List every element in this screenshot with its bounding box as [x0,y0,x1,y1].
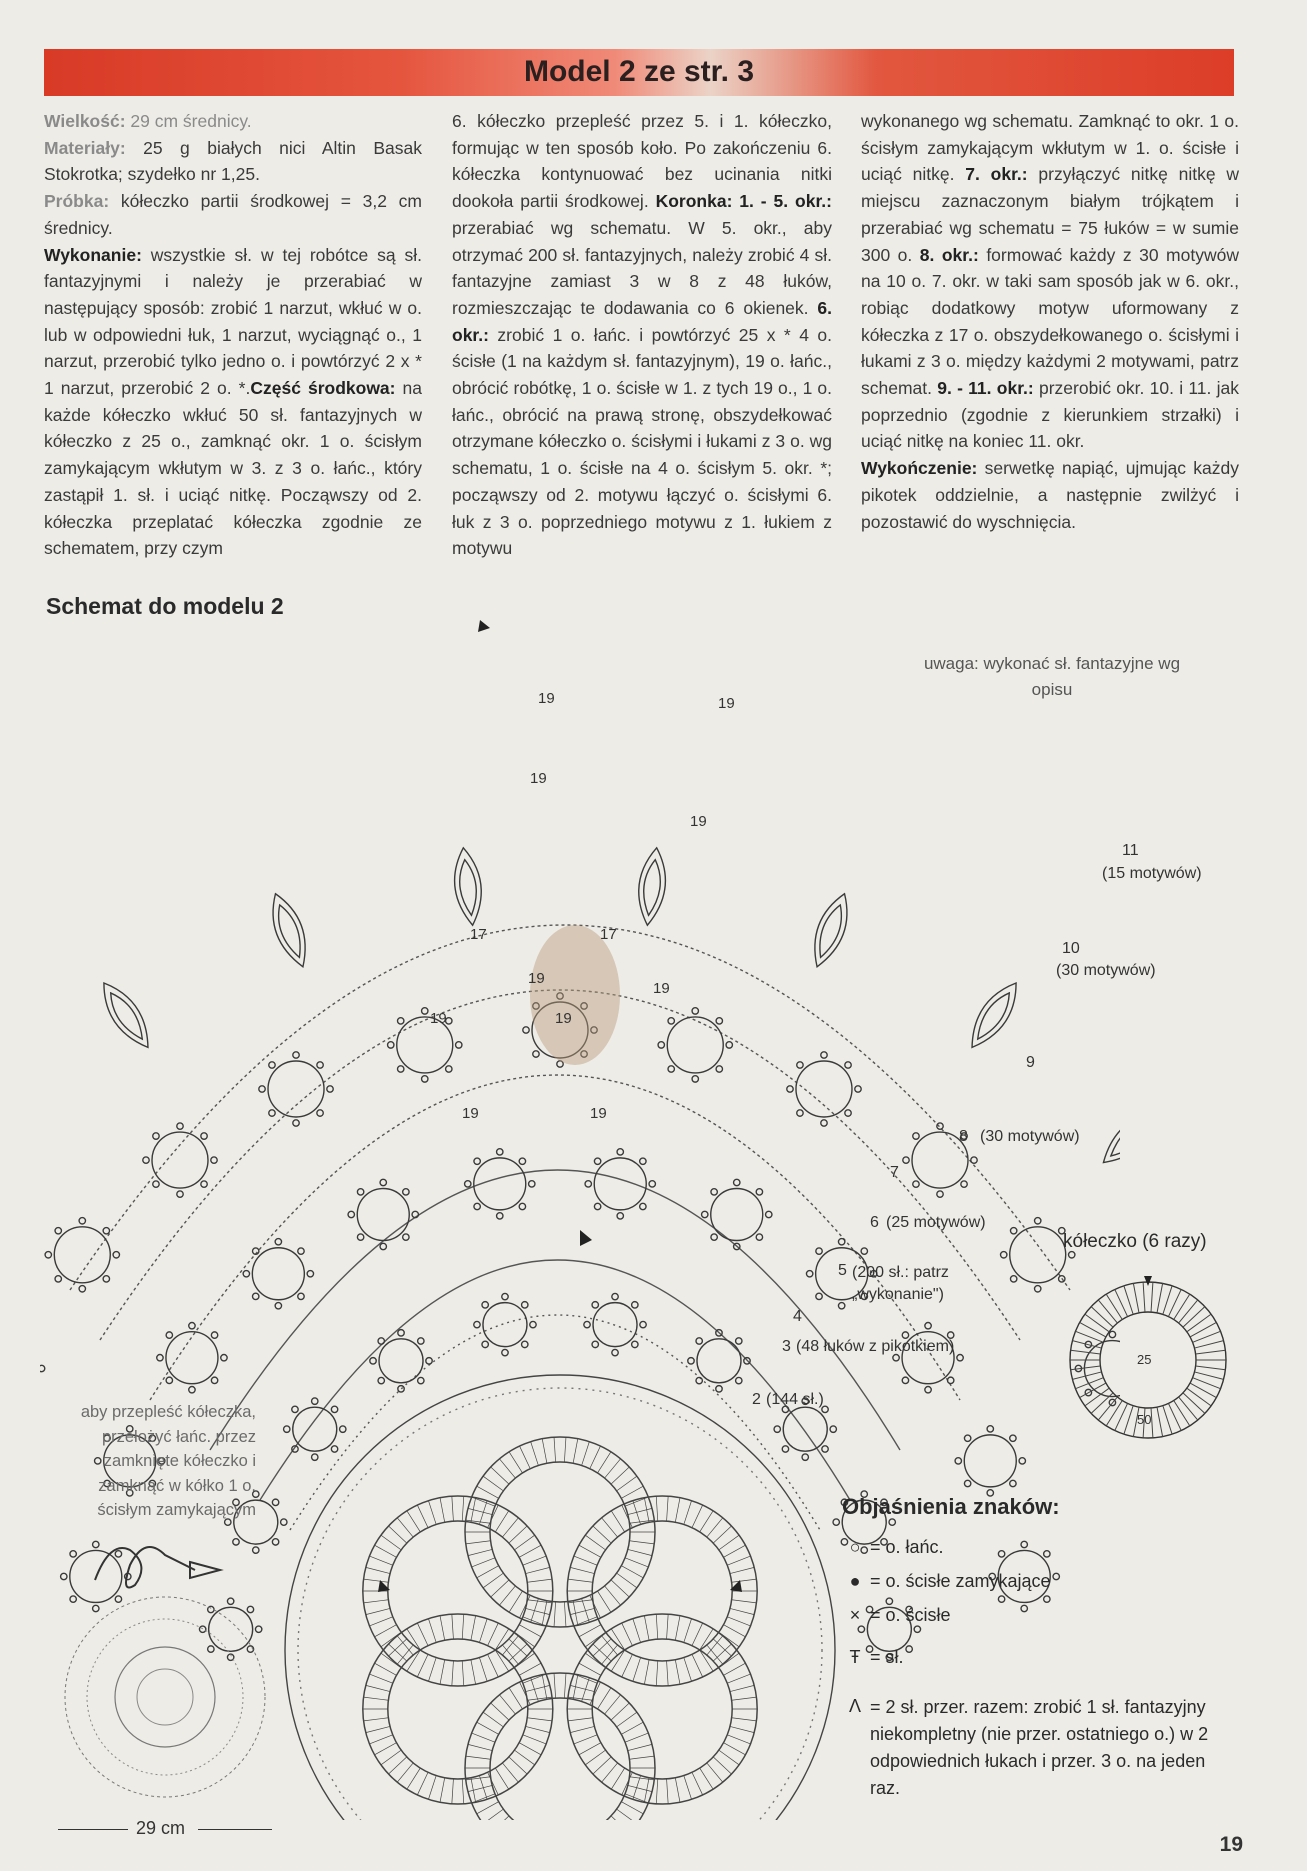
diagram-title: Schemat do modelu 2 [46,593,284,619]
finish-paragraph [861,455,1239,535]
finish-text: serwetkę napiąć, ujmując każdy pikotek oddzielnie, a następnie zwilżyć i pozostawić do wyschnięcia. [861,458,1239,532]
work-paragraph [44,242,422,562]
chain-icon: ○ [849,1537,861,1558]
row-8-desc: (30 motywów) [980,1128,1080,1145]
work-text: wszystkie sł. w tej robótce są sł. fantazyjnymi i należy je przerabiać w następujący sposób: zrobić 1 narzut, wkłuć w o. lub w odpowiedni łuk, 1 narzut, wyciągnąć o., 1 narzut, przerobić tylko jedno o. i powtórzyć 2 x * 1 narzut, przerobić 2 o. *. [44,244,422,399]
center-text: na każde kółeczko wkłuć 50 sł. fantazyjnych w kółeczko z 25 o., zamknąć okr. 1 o. ścisłym zamykającym wkłutym w 3. z 3 o. łańc., który zastąpił 1. sł. i uciąć nitkę. Począwszy od 2. kółeczka przeplatać kółeczka zgodnie ze schematem, przy czym [44,378,422,559]
motif-label: 19 [462,1105,479,1122]
motif-label: 17 [600,926,617,943]
crown-label: Koronka: 1. - 5. okr.: [655,191,832,212]
column-2 [452,108,832,562]
row-6-desc: (25 motywów) [886,1214,986,1231]
row-5-desc: (200 sł.: patrz „wykonanie") [852,1264,949,1303]
legend-item: ● = o. ścisłe zamykające [840,1568,1051,1593]
motif-label: 19 [528,970,545,987]
row-5-number: 5 [838,1262,847,1279]
measure-text: 29 cm [136,1818,186,1838]
motif-label: 19 [555,1010,572,1027]
materials-paragraph [44,135,422,188]
sample-paragraph [44,188,422,241]
motif-label: 19 [538,690,555,707]
col2-text-b: przerabiać wg schematu. W 5. okr., aby otrzymać 200 sł. fantazyjnych, należy zrobić 4 sł. fantazyjne zamiast 3 w 8 z 48 łuków, rozmieszczając te dodawania co 6 okienek. [452,217,832,318]
round7-label: 7. okr.: [965,164,1028,185]
ring-inner-count: 25 [1137,1352,1152,1367]
legend-item: Λ = 2 sł. przer. razem: zrobić 1 sł. fantazyjny niekompletny (nie przer. ostatniego o.) w 2 odpowiednich łukach i przer. 3 o. na jeden raz. [840,1694,1230,1802]
row-2-desc: (144 sł.) [766,1391,824,1408]
row-10-number: 10 [1062,940,1080,957]
page-title: Model 2 ze str. 3 [523,55,755,88]
row-2-number: 2 [752,1391,761,1408]
row-9-number: 9 [1026,1054,1035,1071]
single-crochet-icon: × [849,1605,861,1626]
row-3-desc: (48 łuków z pikotkiem) [796,1338,955,1355]
legend-title: Objaśnienia znaków: [842,1494,1060,1519]
col2-text-c: zrobić 1 o. łańc. i powtórzyć 25 x * 4 o. ścisłe (1 na każdym sł. fantazyjnym), 19 o. łańc., obrócić robótkę, 1 o. ścisłe w 1. z tych 19 o., 1 o. łańc., obrócić na prawą stronę, obszydełkować otrzymane kółeczko o. ścisłymi i łukami z 3 o. wg schematu, 1 o. ścisłe na 4 o. ścisłym 5. okr. *; począwszy od 2. motywu łączyć o. ścisłymi 6. łuk z 3 o. poprzedniego motywu z 1. łukiem z motywu [452,324,832,559]
finished-doily-thumbnail [58,1590,272,1810]
col3-text-c: formować każdy z 30 motywów na 10 o. 7. okr. w taki sam sposób jak w 6. okr., robiąc dodatkowy motyw uformowany z kółeczka z 17 o. obszydełkowanego o. ścisłymi i łukami z 3 o. między każdymi 2 motywami, patrz schemat. [861,244,1239,399]
diagram-note [917,651,1187,703]
col3-text-a: wykonanego wg schematu. Zamknąć to okr. 1 o. ścisłym zamykającym wkłutym w 1. o. ścisłe i uciąć nitkę. [861,111,1239,185]
center-label: Część środkowa: [250,378,396,399]
sample-label: Próbka: [44,191,110,212]
round6-label: 6. okr.: [452,297,832,345]
rounds-paragraph [861,108,1239,455]
motif-label: 19 [653,980,670,997]
row-8-number: 8 [959,1128,968,1145]
row-7-number: 7 [890,1164,899,1181]
sample-text: kółeczko partii środkowej = 3,2 cm średnicy. [44,191,422,238]
motif-label: 17 [470,926,487,943]
motif-label: 19 [430,1010,447,1027]
materials-text: 25 g białych nici Altin Basak Stokrotka; szydełko nr 1,25. [44,137,422,185]
motif-label: 19 [718,695,735,712]
size-label: Wielkość: [44,111,126,131]
double-crochet-icon: Ŧ [849,1647,861,1668]
slip-stitch-icon: ● [849,1571,861,1592]
row-3-number: 3 [782,1338,791,1355]
motif-label: 19 [530,770,547,787]
size-text: 29 cm średnicy. [125,111,252,131]
round9-11-label: 9. - 11. okr.: [937,378,1034,399]
col3-text-d: przerobić okr. 10. i 11. jak poprzednio (zgodnie z kierunkiem strzałki) i uciąć nitkę na koniec 11. okr. [861,378,1239,452]
work-label: Wykonanie: [44,244,142,265]
motif-label: 19 [690,813,707,830]
row-4-number: 4 [793,1308,802,1325]
col3-text-b: przyłączyć nitkę nitkę w miejscu zaznaczonym białym trójkątem i przerabiać wg schematu = 75 łuków = w sumie 300 o. [861,164,1240,265]
ring-title: kółeczko (6 razy) [1063,1231,1207,1252]
size-measure [58,1818,272,1840]
motif-label: 19 [590,1105,607,1122]
ring-outer-count: 50 [1137,1412,1152,1427]
legend-item: × = o. ścisłe [840,1602,951,1627]
row-10-desc: (30 motywów) [1056,962,1156,979]
row-11-number: 11 [1122,842,1139,859]
page-number: 19 [1219,1833,1243,1856]
legend-item: ○ = o. łańc. [840,1534,944,1559]
interlace-instruction: aby przepleść kółeczka, przełożyć łańc. przez zamknięte kółeczko i zamknąć w kółko 1 o. ścisłym zamykającym [80,1403,256,1519]
column-3 [861,108,1239,535]
round8-label: 8. okr.: [919,244,979,265]
finish-label: Wykończenie: [861,458,978,479]
row-6-number: 6 [870,1214,879,1231]
legend-item: Ŧ = sł. [840,1644,904,1669]
note-text: uwaga: wykonać sł. fantazyjne wg opisu [923,654,1181,699]
row-11-desc: (15 motywów) [1102,865,1202,882]
materials-label: Materiały: [44,137,126,158]
column-1 [44,108,422,562]
title-banner [44,49,1234,96]
decrease-icon: Λ [848,1696,862,1716]
crown-paragraph [452,108,832,562]
size-paragraph [44,108,422,135]
col2-text-a: 6. kółeczko przepleść przez 5. i 1. kółeczko, formując w ten sposób koło. Po zakończeniu 6. kółeczka kontynuować bez ucinania nitki dookoła partii środkowej. [452,111,832,212]
